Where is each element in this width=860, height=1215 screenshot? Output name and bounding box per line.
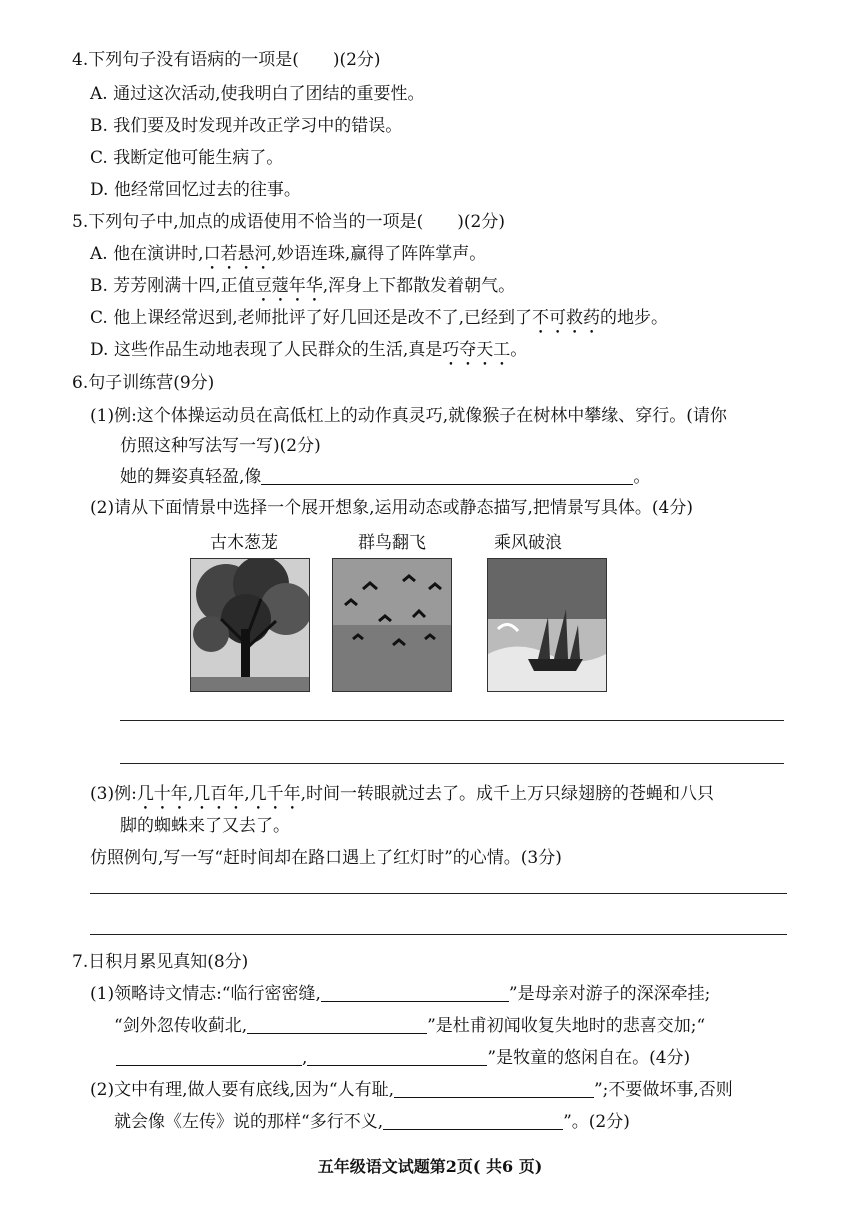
- q7-line2: [114, 1014, 705, 1038]
- q4-option-c: C. 我断定他可能生病了。: [90, 148, 284, 168]
- q7-l3-text: ”是牧童的悠闲自在。(4分): [487, 1048, 691, 1068]
- q7-l3-comma: ,: [302, 1048, 308, 1068]
- q5-b-idiom: 豆蔻年华: [254, 276, 323, 296]
- q6-p3-task: 仿照例句,写一写“赶时间却在路口遇上了红灯时”的心情。(3分): [90, 848, 562, 868]
- answer-blank[interactable]: [321, 983, 509, 1002]
- q5-option-b: [90, 274, 515, 306]
- answer-blank[interactable]: [247, 1015, 427, 1034]
- page-footer: 五年级语文试题第2页( 共6 页): [317, 1157, 543, 1176]
- writing-line[interactable]: [90, 893, 787, 894]
- answer-blank[interactable]: [116, 1047, 302, 1066]
- q7-l1-text: (1)领略诗文情志:“临行密密缝,: [90, 984, 321, 1004]
- q5-b-text-end: ,浑身上下都散发着朝气。: [322, 276, 516, 296]
- q5-c-text: C. 他上课经常迟到,老师批评了好几回还是改不了,已经到了: [90, 308, 533, 328]
- q5-option-a: [90, 242, 486, 274]
- q6-p2: (2)请从下面情景中选择一个展开想象,运用动态或静态描写,把情景写具体。(4分): [90, 498, 693, 518]
- q7-l5-text-end: ”。(2分): [563, 1112, 630, 1132]
- answer-blank[interactable]: [261, 466, 633, 485]
- q4-option-a: A. 通过这次活动,使我明白了团结的重要性。: [90, 84, 425, 104]
- q5-d-text: D. 这些作品生动地表现了人民群众的生活,真是: [90, 340, 443, 360]
- q7-l1-text-end: ”是母亲对游子的深深牵挂;: [508, 984, 711, 1004]
- q7-line3: [116, 1046, 690, 1070]
- q7-l4-text-end: ”;不要做坏事,否则: [593, 1080, 733, 1100]
- q6-p1-fill: [120, 465, 650, 489]
- q5-d-idiom: 巧夺天工: [442, 340, 511, 360]
- answer-blank[interactable]: [307, 1047, 487, 1066]
- q6-title: 6.句子训练营(9分): [72, 373, 215, 393]
- q6-p3-line2: 脚的蜘蛛来了又去了。: [120, 816, 290, 836]
- q4-option-b: B. 我们要及时发现并改正学习中的错误。: [90, 116, 403, 136]
- q6-p3-line1: [90, 782, 714, 814]
- writing-line[interactable]: [120, 763, 784, 764]
- answer-blank[interactable]: [394, 1079, 594, 1098]
- q5-option-d: [90, 338, 527, 370]
- q7-l4-text: (2)文中有理,做人要有底线,因为“人有耻,: [90, 1080, 394, 1100]
- q6-p1-fill-prompt: 她的舞姿真轻盈,像: [120, 467, 262, 487]
- q5-c-text-end: 的地步。: [600, 308, 669, 328]
- q6-p3-dotted: 几十年,几百年,几千年: [136, 784, 301, 804]
- q5-a-text: A. 他在演讲时,: [90, 244, 204, 264]
- q6-p1-line1: (1)例:这个体操运动员在高低杠上的动作真灵巧,就像猴子在树林中攀缘、穿行。(请你: [90, 406, 727, 426]
- q7-l5-text: 就会像《左传》说的那样“多行不义,: [114, 1112, 384, 1132]
- q6-p3-label: (3)例:: [90, 784, 137, 804]
- writing-line[interactable]: [90, 934, 787, 935]
- writing-line[interactable]: [120, 720, 784, 721]
- q4-option-d: D. 他经常回忆过去的往事。: [90, 180, 301, 200]
- ancient-trees-image: [190, 558, 310, 692]
- caption-birds-flying: 群鸟翻飞: [358, 533, 426, 553]
- q7-l2-text-end: ”是杜甫初闻收复失地时的悲喜交加;“: [427, 1016, 706, 1036]
- q7-l2-text: “剑外忽传收蓟北,: [114, 1016, 248, 1036]
- q7-line4: [90, 1078, 733, 1102]
- q7-title: 7.日积月累见真知(8分): [72, 952, 249, 972]
- q7-line1: [90, 982, 710, 1006]
- answer-blank[interactable]: [383, 1111, 563, 1130]
- q6-p3-text: ,时间一转眼就过去了。成千上万只绿翅膀的苍蝇和八只: [300, 784, 715, 804]
- caption-ship-waves: 乘风破浪: [494, 533, 562, 553]
- q5-stem: 5.下列句子中,加点的成语使用不恰当的一项是( )(2分): [72, 212, 505, 232]
- q5-d-text-end: 。: [510, 340, 528, 360]
- birds-flying-image: [332, 558, 452, 692]
- q5-a-idiom: 口若悬河: [203, 244, 272, 264]
- q4-stem: 4.下列句子没有语病的一项是( )(2分): [72, 50, 381, 70]
- q5-b-text: B. 芳芳刚满十四,正值: [90, 276, 255, 296]
- q7-line5: [114, 1110, 630, 1134]
- caption-ancient-trees: 古木葱茏: [210, 533, 278, 553]
- q5-c-idiom: 不可救药: [532, 308, 601, 328]
- q6-p1-fill-end: 。: [633, 467, 651, 487]
- q5-a-text-end: ,妙语连珠,赢得了阵阵掌声。: [271, 244, 487, 264]
- q5-option-c: [90, 306, 668, 338]
- ship-waves-image: [487, 558, 607, 692]
- q6-p1-line2: 仿照这种写法写一写)(2分): [120, 436, 321, 456]
